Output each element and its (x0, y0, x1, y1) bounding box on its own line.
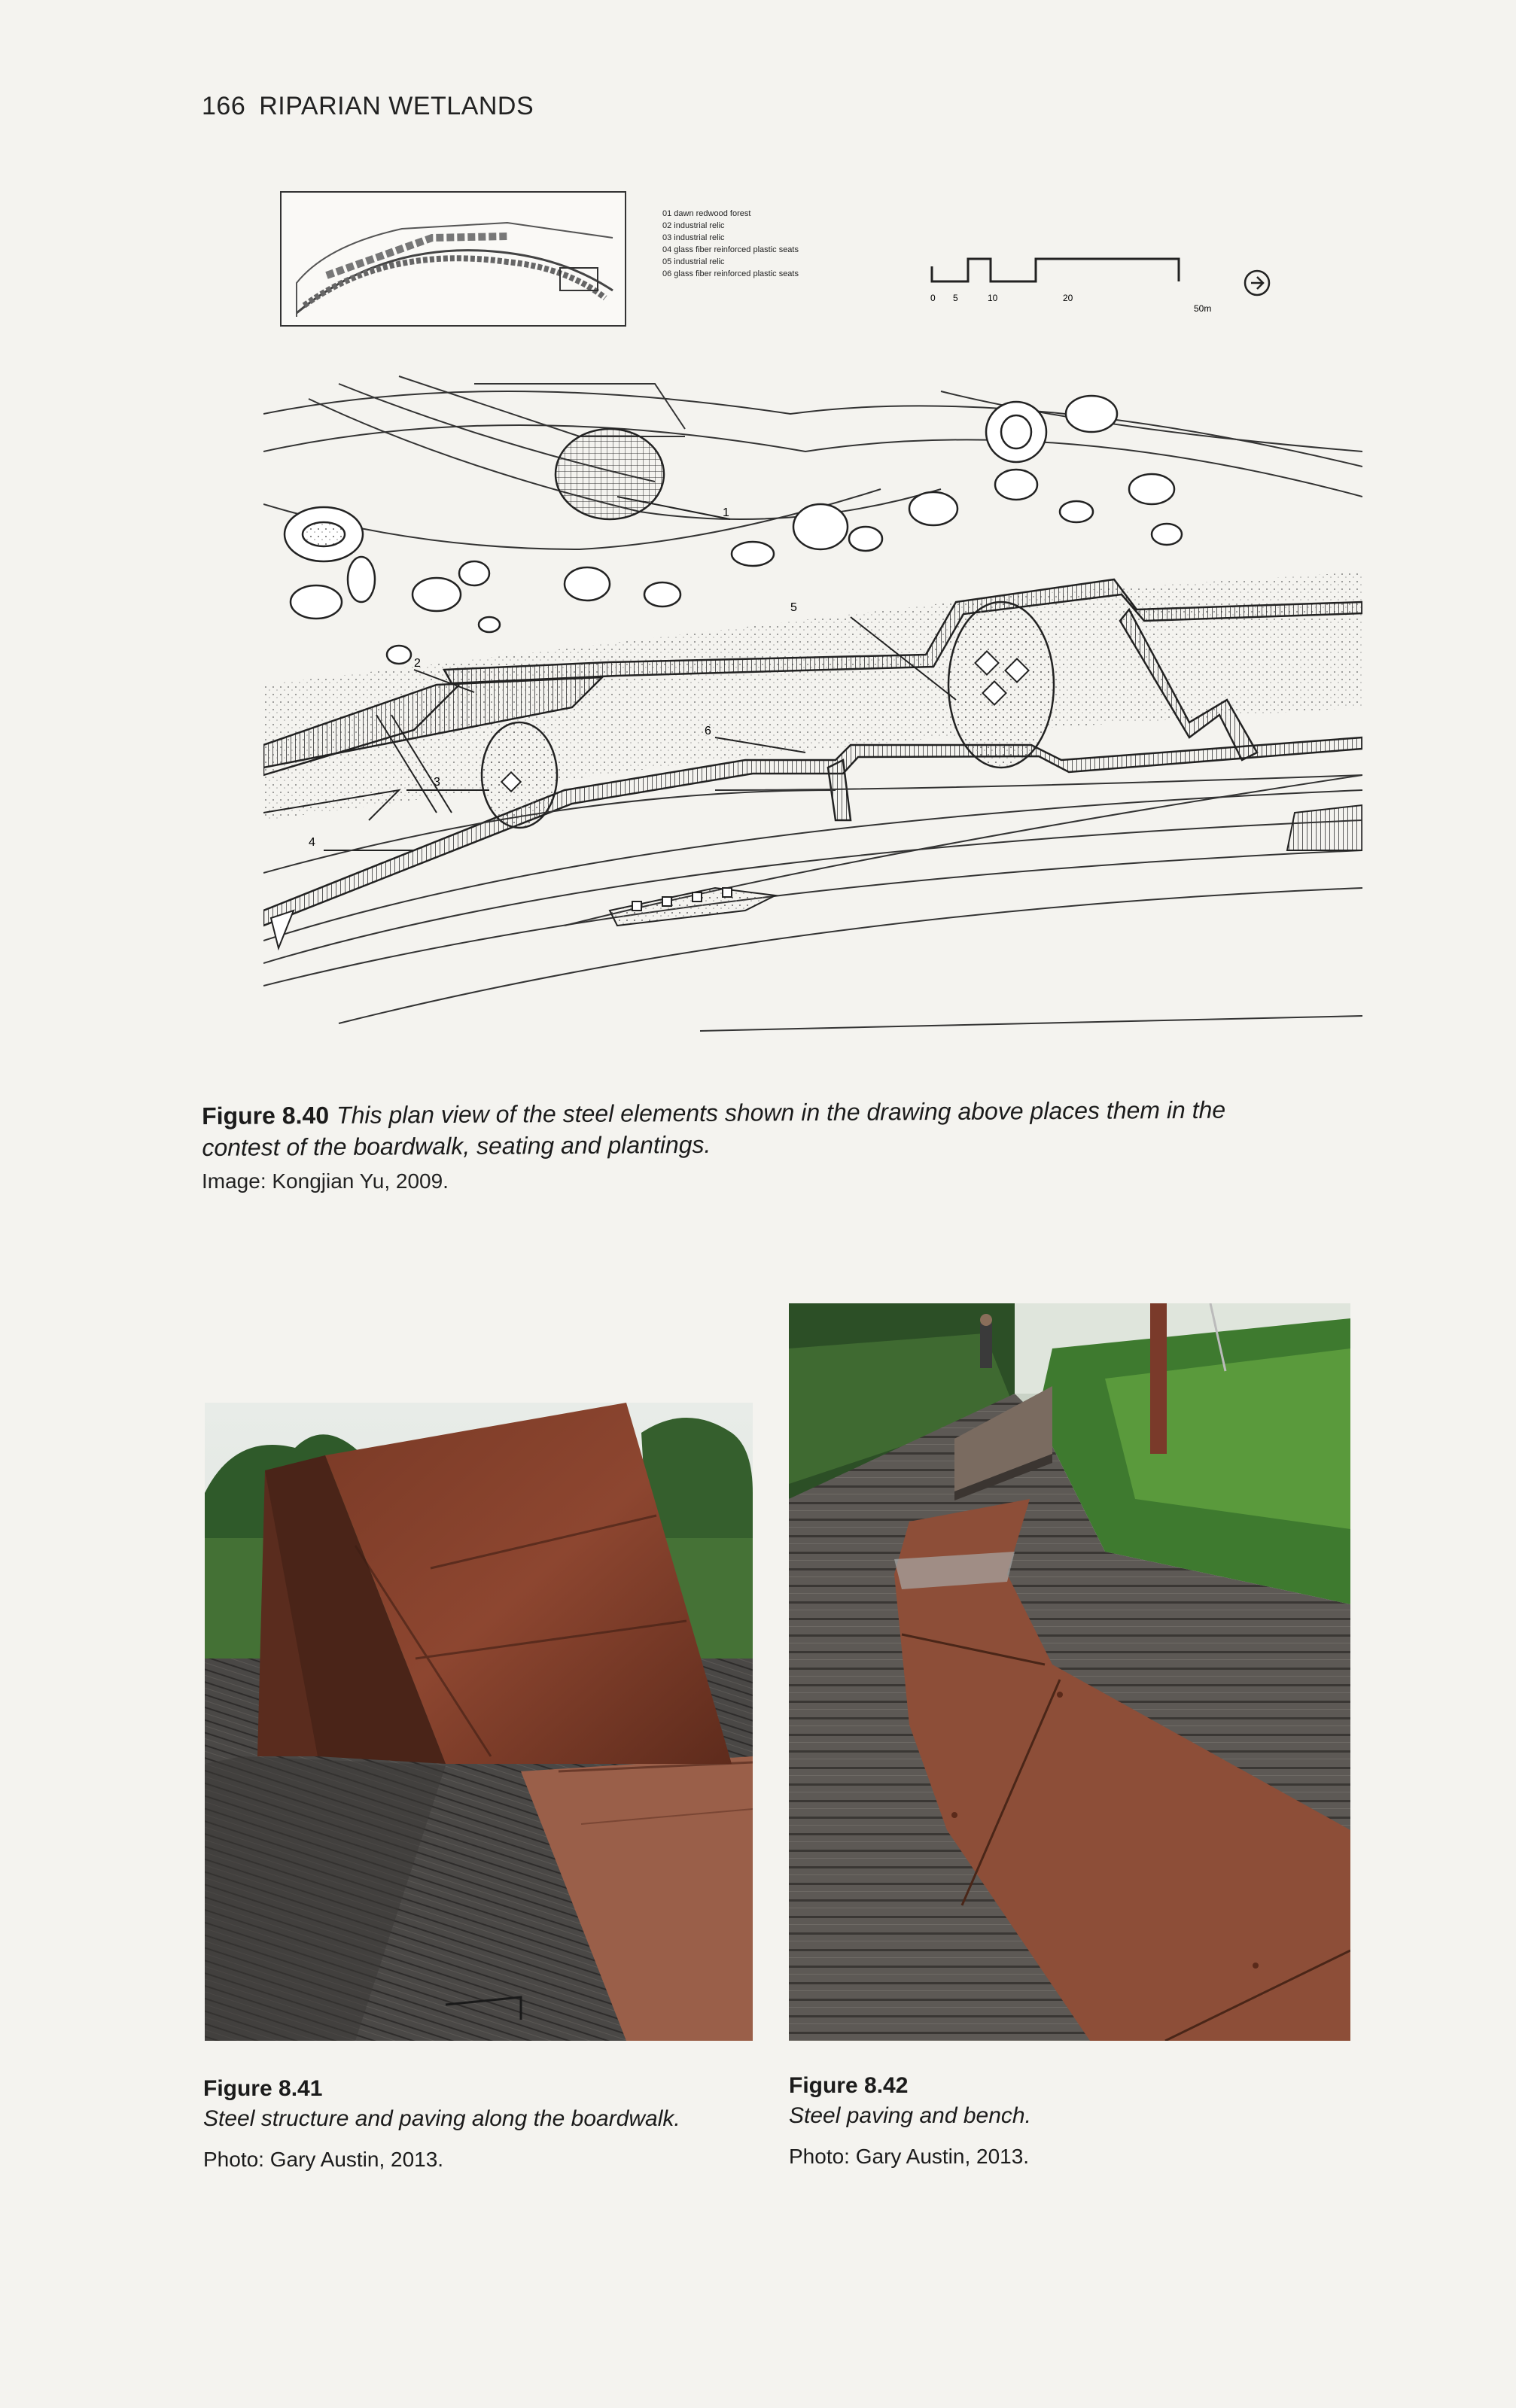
legend-item: 01 dawn redwood forest (662, 209, 751, 218)
legend-item: 05 industrial relic (662, 257, 725, 266)
steel-structure-photo (205, 1403, 753, 2041)
plan-drawing (263, 369, 1362, 1046)
legend-item: 02 industrial relic (662, 221, 725, 230)
callout-3: 3 (434, 776, 440, 789)
north-arrow-icon (1242, 268, 1272, 298)
scale-label: 20 (1063, 293, 1073, 303)
key-map (280, 191, 626, 327)
photo-credit: Photo: Gary Austin, 2013. (203, 2148, 444, 2171)
caption-text: Steel paving and bench. (789, 2103, 1031, 2128)
steel-paving-bench-photo (789, 1303, 1350, 2041)
callout-1: 1 (723, 506, 729, 519)
scale-bar (930, 248, 1231, 316)
figure-label: Figure 8.41 (203, 2076, 323, 2101)
scale-label: 50m (1194, 303, 1212, 314)
callout-6: 6 (705, 725, 711, 737)
legend-item: 03 industrial relic (662, 233, 725, 242)
figure-8-42-caption (789, 2071, 1346, 2172)
running-title: RIPARIAN WETLANDS (259, 92, 534, 120)
figure-label: Figure 8.42 (789, 2073, 909, 2098)
plan-legend (662, 208, 911, 280)
key-map-drawing (282, 193, 625, 325)
page-number: 166 (202, 92, 246, 120)
figure-8-41-caption (203, 2074, 760, 2175)
callout-2: 2 (414, 657, 421, 670)
figure-8-40-caption (202, 1093, 1278, 1163)
legend-item: 06 glass fiber reinforced plastic seats (662, 269, 799, 278)
scale-label: 5 (953, 293, 958, 303)
callout-4: 4 (309, 836, 315, 849)
figure-label: Figure 8.40 (202, 1101, 330, 1130)
caption-text: Steel structure and paving along the boardwalk. (203, 2106, 680, 2131)
scale-label: 0 (930, 293, 936, 303)
callout-5: 5 (790, 601, 797, 614)
running-head (202, 92, 534, 121)
caption-text: This plan view of the steel elements shown in the drawing above places them in the contest of the boardwalk, seating and plantings. (202, 1096, 1226, 1161)
image-credit: Image: Kongjian Yu, 2009. (202, 1169, 449, 1193)
scale-label: 10 (988, 293, 998, 303)
photo-credit: Photo: Gary Austin, 2013. (789, 2145, 1030, 2168)
legend-item: 04 glass fiber reinforced plastic seats (662, 245, 799, 254)
